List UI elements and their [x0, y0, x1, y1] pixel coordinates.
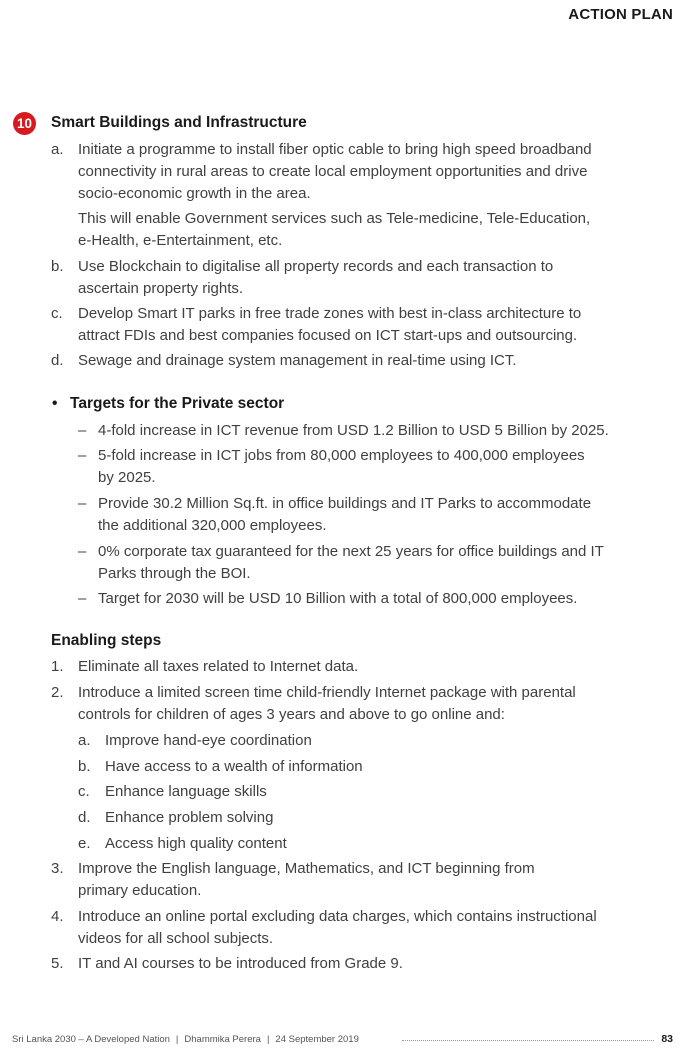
step-marker: 4.	[51, 908, 64, 925]
footer-author: Dhammika Perera	[184, 1034, 261, 1045]
substep-line: Have access to a wealth of information	[105, 758, 363, 775]
list-marker: d.	[51, 352, 64, 369]
target-item-line: 4-fold increase in ICT revenue from USD 1.2 Billion to USD 5 Billion by 2025.	[98, 422, 609, 439]
step-marker: 1.	[51, 658, 64, 675]
substep-marker: d.	[78, 809, 91, 826]
page-number: 83	[661, 1033, 673, 1045]
list-item-line: Sewage and drainage system management in real-time using ICT.	[78, 352, 517, 369]
step-marker: 3.	[51, 860, 64, 877]
list-item-line: This will enable Government services such as Tele-medicine, Tele-Education,	[78, 210, 591, 227]
substep-line: Enhance language skills	[105, 783, 267, 800]
list-item-line: connectivity in rural areas to create local employment opportunities and drive	[78, 163, 588, 180]
list-marker: c.	[51, 305, 63, 322]
dash-marker: –	[78, 590, 87, 607]
substep-marker: c.	[78, 783, 90, 800]
substep-line: Access high quality content	[105, 835, 287, 852]
dash-marker: –	[78, 495, 87, 512]
list-item-line: attract FDIs and best companies focused on ICT start-ups and outsourcing.	[78, 327, 578, 344]
target-item-line: 0% corporate tax guaranteed for the next 25 years for office buildings and IT	[98, 543, 604, 560]
footer-separator: |	[266, 1034, 270, 1045]
target-item-line: 5-fold increase in ICT jobs from 80,000 employees to 400,000 employees	[98, 447, 585, 464]
list-item-line: Use Blockchain to digitalise all property records and each transaction to	[78, 258, 554, 275]
enabling-steps-title: Enabling steps	[51, 632, 162, 649]
list-item-line: e-Health, e-Entertainment, etc.	[78, 232, 283, 249]
list-item-line: ascertain property rights.	[78, 280, 244, 297]
step-marker: 5.	[51, 955, 64, 972]
dash-marker: –	[78, 422, 87, 439]
dash-marker: –	[78, 447, 87, 464]
list-marker: a.	[51, 141, 64, 158]
substep-marker: b.	[78, 758, 91, 775]
page-footer	[12, 1034, 359, 1045]
target-item-line: Parks through the BOI.	[98, 565, 251, 582]
page-header-title: ACTION PLAN	[568, 6, 673, 23]
step-line: Introduce a limited screen time child-friendly Internet package with parental	[78, 684, 576, 701]
target-item-line: the additional 320,000 employees.	[98, 517, 327, 534]
step-line: Eliminate all taxes related to Internet data.	[78, 658, 359, 675]
dash-marker: –	[78, 543, 87, 560]
substep-line: Enhance problem solving	[105, 809, 274, 826]
step-line: Improve the English language, Mathematics, and ICT beginning from	[78, 860, 535, 877]
step-line: controls for children of ages 3 years and above to go online and:	[78, 706, 505, 723]
list-item-line: socio-economic growth in the area.	[78, 185, 311, 202]
footer-separator: |	[175, 1034, 179, 1045]
step-marker: 2.	[51, 684, 64, 701]
substep-marker: a.	[78, 732, 91, 749]
footer-date: 24 September 2019	[275, 1034, 359, 1045]
targets-title: Targets for the Private sector	[70, 395, 285, 412]
list-marker: b.	[51, 258, 64, 275]
target-item-line: by 2025.	[98, 469, 156, 486]
section-number-badge: 10	[13, 112, 36, 135]
step-line: primary education.	[78, 882, 202, 899]
step-line: Introduce an online portal excluding data charges, which contains instructional	[78, 908, 597, 925]
target-item-line: Provide 30.2 Million Sq.ft. in office buildings and IT Parks to accommodate	[98, 495, 592, 512]
step-line: videos for all school subjects.	[78, 930, 274, 947]
substep-line: Improve hand-eye coordination	[105, 732, 312, 749]
substep-marker: e.	[78, 835, 91, 852]
list-item-line: Initiate a programme to install fiber optic cable to bring high speed broadband	[78, 141, 592, 158]
section-title: Smart Buildings and Infrastructure	[51, 114, 307, 131]
bullet-marker: •	[52, 395, 58, 412]
footer-book-title: Sri Lanka 2030 – A Developed Nation	[12, 1034, 170, 1045]
footer-dotted-rule	[402, 1040, 654, 1041]
step-line: IT and AI courses to be introduced from Grade 9.	[78, 955, 403, 972]
list-item-line: Develop Smart IT parks in free trade zones with best in-class architecture to	[78, 305, 582, 322]
target-item-line: Target for 2030 will be USD 10 Billion with a total of 800,000 employees.	[98, 590, 578, 607]
